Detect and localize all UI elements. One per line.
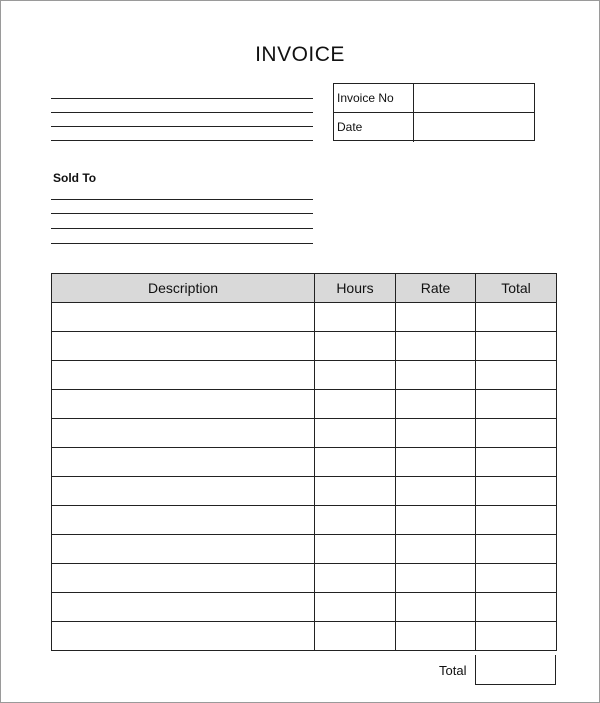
hours-cell[interactable] — [315, 593, 396, 622]
hours-cell[interactable] — [315, 332, 396, 361]
hours-cell[interactable] — [315, 535, 396, 564]
from-address-line-2[interactable] — [51, 112, 313, 113]
total-cell[interactable] — [476, 332, 557, 361]
description-cell[interactable] — [52, 593, 315, 622]
hours-cell[interactable] — [315, 477, 396, 506]
table-row — [52, 390, 557, 419]
table-row — [52, 564, 557, 593]
invoice-no-row — [334, 84, 534, 113]
hours-cell[interactable] — [315, 361, 396, 390]
date-label: Date — [334, 113, 414, 142]
total-cell[interactable] — [476, 564, 557, 593]
invoice-no-label: Invoice No — [334, 84, 414, 112]
table-row — [52, 477, 557, 506]
date-row — [334, 113, 534, 142]
total-cell[interactable] — [476, 622, 557, 651]
description-cell[interactable] — [52, 448, 315, 477]
hours-cell[interactable] — [315, 506, 396, 535]
rate-cell[interactable] — [396, 303, 476, 332]
from-address-line-4[interactable] — [51, 140, 313, 141]
table-row — [52, 303, 557, 332]
rate-cell[interactable] — [396, 477, 476, 506]
description-cell[interactable] — [52, 390, 315, 419]
column-header-rate: Rate — [396, 274, 476, 303]
description-cell[interactable] — [52, 419, 315, 448]
hours-cell[interactable] — [315, 303, 396, 332]
description-cell[interactable] — [52, 564, 315, 593]
table-row — [52, 535, 557, 564]
total-cell[interactable] — [476, 390, 557, 419]
table-row — [52, 593, 557, 622]
column-header-description: Description — [52, 274, 315, 303]
description-cell[interactable] — [52, 506, 315, 535]
hours-cell[interactable] — [315, 419, 396, 448]
column-header-total: Total — [476, 274, 557, 303]
description-cell[interactable] — [52, 332, 315, 361]
table-row — [52, 332, 557, 361]
rate-cell[interactable] — [396, 535, 476, 564]
column-header-hours: Hours — [315, 274, 396, 303]
total-cell[interactable] — [476, 361, 557, 390]
grand-total-label: Total — [439, 663, 467, 678]
invoice-no-field[interactable] — [414, 84, 534, 112]
sold-to-line-2[interactable] — [51, 213, 313, 214]
sold-to-line-4[interactable] — [51, 243, 313, 244]
total-cell[interactable] — [476, 477, 557, 506]
rate-cell[interactable] — [396, 390, 476, 419]
total-cell[interactable] — [476, 448, 557, 477]
rate-cell[interactable] — [396, 419, 476, 448]
table-header-row — [52, 274, 557, 303]
total-cell[interactable] — [476, 303, 557, 332]
rate-cell[interactable] — [396, 593, 476, 622]
date-field[interactable] — [414, 113, 534, 142]
sold-to-line-3[interactable] — [51, 228, 313, 229]
rate-cell[interactable] — [396, 332, 476, 361]
rate-cell[interactable] — [396, 448, 476, 477]
table-row — [52, 622, 557, 651]
total-cell[interactable] — [476, 535, 557, 564]
invoice-meta-box — [333, 83, 535, 141]
total-cell[interactable] — [476, 419, 557, 448]
description-cell[interactable] — [52, 622, 315, 651]
hours-cell[interactable] — [315, 390, 396, 419]
from-address-line-1[interactable] — [51, 98, 313, 99]
total-cell[interactable] — [476, 593, 557, 622]
description-cell[interactable] — [52, 303, 315, 332]
description-cell[interactable] — [52, 477, 315, 506]
description-cell[interactable] — [52, 535, 315, 564]
hours-cell[interactable] — [315, 564, 396, 593]
table-row — [52, 448, 557, 477]
description-cell[interactable] — [52, 361, 315, 390]
rate-cell[interactable] — [396, 564, 476, 593]
from-address-line-3[interactable] — [51, 126, 313, 127]
total-cell[interactable] — [476, 506, 557, 535]
items-table — [51, 273, 557, 651]
rate-cell[interactable] — [396, 361, 476, 390]
table-row — [52, 361, 557, 390]
hours-cell[interactable] — [315, 622, 396, 651]
sold-to-line-1[interactable] — [51, 199, 313, 200]
rate-cell[interactable] — [396, 622, 476, 651]
table-row — [52, 419, 557, 448]
grand-total-field[interactable] — [475, 655, 556, 685]
hours-cell[interactable] — [315, 448, 396, 477]
sold-to-label: Sold To — [53, 171, 97, 185]
table-row — [52, 506, 557, 535]
page-title: INVOICE — [255, 43, 345, 66]
rate-cell[interactable] — [396, 506, 476, 535]
